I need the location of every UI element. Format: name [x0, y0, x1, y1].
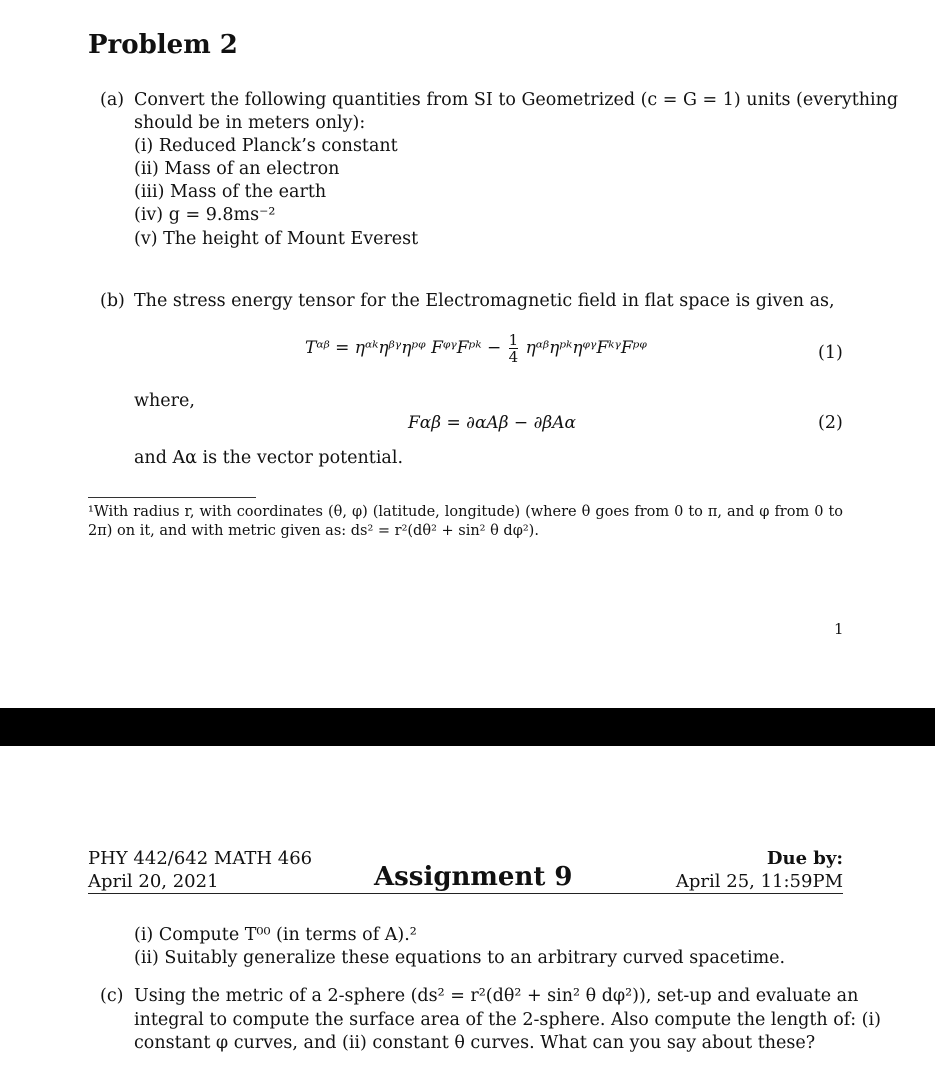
part-a-item-2: (ii) Mass of an electron [134, 159, 340, 179]
equation-2: Fαβ = ∂αAβ − ∂βAα [408, 413, 576, 433]
part-a-item-5: (v) The height of Mount Everest [134, 229, 419, 249]
equation-1-fraction [509, 332, 519, 365]
equation-1-number: (1) [818, 343, 843, 363]
part-c-line1: Using the metric of a 2-sphere (ds² = r²(dθ² + sin² θ dφ²)), set-up and evaluate an [134, 986, 859, 1006]
equation-1-fraction-numerator: 1 [508, 331, 519, 349]
part-c-line3: constant φ curves, and (ii) constant θ curves. What can you say about these? [134, 1033, 816, 1053]
page-number: 1 [834, 620, 844, 638]
footnote-line2: 2π) on it, and with metric given as: ds² = r²(dθ² + sin² θ dφ²). [88, 523, 539, 539]
equation-1-right: ηᵅᵝηᵖᵏηᵠᵞFᵏᵞFᵖᵠ [525, 338, 647, 358]
assignment-date: April 20, 2021 [88, 871, 219, 892]
part-a-item-1: (i) Reduced Planck’s constant [134, 136, 398, 156]
due-label: Due by: [766, 848, 843, 869]
footnote-rule [88, 497, 256, 498]
equation-1-fraction-denominator: 4 [508, 348, 519, 366]
equation-1 [305, 332, 647, 365]
part-a-label: (a) [100, 90, 125, 110]
header-rule [88, 893, 843, 894]
part-a-item-3: (iii) Mass of the earth [134, 182, 327, 202]
vector-potential-text: and Aα is the vector potential. [134, 448, 404, 468]
part-b-intro: The stress energy tensor for the Electromagnetic field in flat space is given as, [134, 291, 835, 311]
part-a-line2: should be in meters only): [134, 113, 366, 133]
assignment-title: Assignment 9 [374, 862, 573, 892]
equation-1-left: Tᵅᵝ = ηᵅᵏηᵝᵞηᵖᵠ FᵠᵞFᵖᵏ − [305, 338, 502, 358]
page-separator [0, 708, 935, 746]
part-b-label: (b) [100, 291, 125, 311]
continued-item-ii: (ii) Suitably generalize these equations to an arbitrary curved spacetime. [134, 948, 786, 968]
problem-title: Problem 2 [88, 30, 238, 60]
part-c-label: (c) [100, 986, 124, 1006]
part-c-line2: integral to compute the surface area of the 2-sphere. Also compute the length of: (i) [134, 1010, 881, 1030]
due-date: April 25, 11:59PM [675, 871, 843, 892]
part-a-line1: Convert the following quantities from SI to Geometrized (c = G = 1) units (everything [134, 90, 899, 110]
course-name: PHY 442/642 MATH 466 [88, 848, 313, 869]
footnote-line1: ¹With radius r, with coordinates (θ, φ) (latitude, longitude) (where θ goes from 0 to π, and φ from 0 to [88, 504, 843, 520]
where-text: where, [134, 391, 195, 411]
continued-item-i: (i) Compute T⁰⁰ (in terms of A).² [134, 925, 417, 945]
equation-2-number: (2) [818, 413, 843, 433]
part-a-item-4: (iv) g = 9.8ms⁻² [134, 205, 276, 225]
